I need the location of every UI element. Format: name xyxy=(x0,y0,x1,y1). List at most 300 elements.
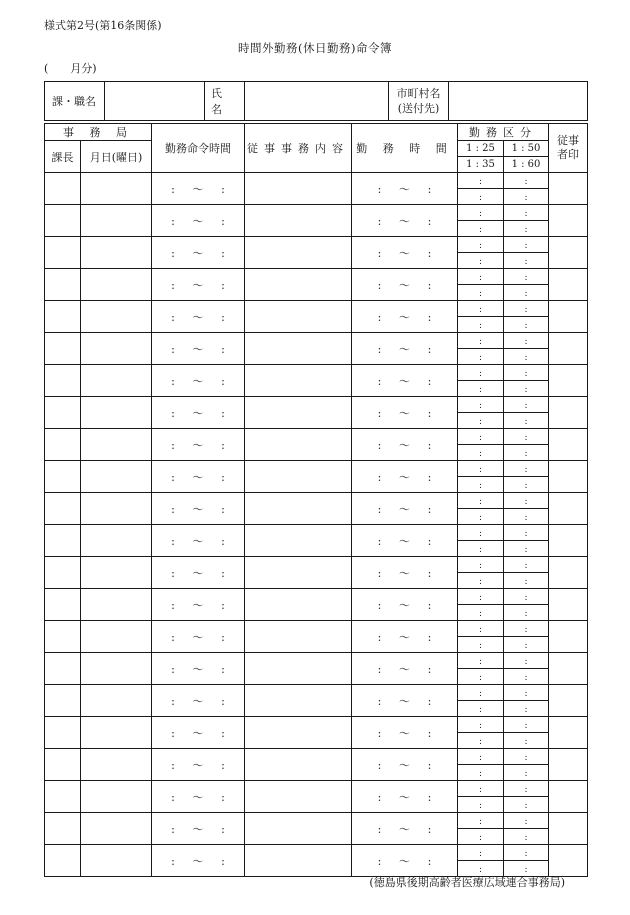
duty-cell[interactable] xyxy=(245,461,352,493)
duty-cell[interactable] xyxy=(245,429,352,461)
order-time-cell[interactable] xyxy=(152,269,245,301)
duty-cell[interactable] xyxy=(245,173,352,205)
order-time-cell[interactable] xyxy=(152,845,245,877)
category-cell[interactable] xyxy=(504,381,549,397)
order-time-cell[interactable] xyxy=(152,525,245,557)
seal-cell[interactable] xyxy=(549,173,588,205)
category-cell[interactable] xyxy=(458,349,504,365)
category-cell[interactable] xyxy=(504,781,549,797)
category-cell[interactable] xyxy=(458,589,504,605)
seal-cell[interactable] xyxy=(549,589,588,621)
chief-cell[interactable] xyxy=(45,525,81,557)
date-cell[interactable] xyxy=(81,717,152,749)
colon-mark: : xyxy=(524,433,528,443)
category-cell[interactable] xyxy=(458,525,504,541)
tilde-mark: 〜 xyxy=(192,406,204,420)
chief-cell[interactable] xyxy=(45,429,81,461)
colon-mark: : xyxy=(478,785,483,795)
category-cell[interactable] xyxy=(458,397,504,413)
tilde-mark: 〜 xyxy=(192,790,204,804)
seal-cell[interactable] xyxy=(549,717,588,749)
category-cell[interactable] xyxy=(504,685,549,701)
duty-cell[interactable] xyxy=(245,237,352,269)
work-time-cell[interactable] xyxy=(352,333,458,365)
colon-mark: : xyxy=(524,689,528,699)
order-time-cell[interactable] xyxy=(152,557,245,589)
colon-mark: : xyxy=(427,758,432,772)
seal-cell[interactable] xyxy=(549,237,588,269)
seal-cell[interactable] xyxy=(549,557,588,589)
date-cell[interactable] xyxy=(81,589,152,621)
colon-mark: : xyxy=(478,193,483,203)
category-cell[interactable] xyxy=(504,461,549,477)
duty-cell[interactable] xyxy=(245,845,352,877)
category-cell[interactable] xyxy=(458,765,504,781)
category-cell[interactable] xyxy=(504,637,549,653)
category-cell[interactable] xyxy=(458,797,504,813)
colon-mark: : xyxy=(524,353,528,363)
date-cell[interactable] xyxy=(81,557,152,589)
order-time-cell[interactable] xyxy=(152,685,245,717)
category-cell[interactable] xyxy=(504,589,549,605)
colon-mark: : xyxy=(478,593,483,603)
colon-mark: : xyxy=(221,662,225,676)
colon-mark: : xyxy=(221,470,225,484)
seal-cell[interactable] xyxy=(549,781,588,813)
category-cell[interactable] xyxy=(458,605,504,621)
chief-cell[interactable] xyxy=(45,589,81,621)
colon-mark: : xyxy=(478,369,483,379)
order-time-cell[interactable] xyxy=(152,781,245,813)
colon-mark: : xyxy=(171,214,175,228)
city-field[interactable] xyxy=(449,82,588,121)
colon-mark: : xyxy=(427,726,432,740)
duty-cell[interactable] xyxy=(245,653,352,685)
category-cell[interactable] xyxy=(458,253,504,269)
colon-mark: : xyxy=(478,353,483,363)
category-cell[interactable] xyxy=(458,189,504,205)
work-time-cell[interactable] xyxy=(352,621,458,653)
chief-cell[interactable] xyxy=(45,461,81,493)
colon-mark: : xyxy=(524,833,528,843)
order-time-cell[interactable] xyxy=(152,653,245,685)
seal-cell[interactable] xyxy=(549,429,588,461)
category-cell[interactable] xyxy=(504,429,549,445)
work-time-cell[interactable] xyxy=(352,365,458,397)
colon-mark: : xyxy=(478,273,483,283)
colon-mark: : xyxy=(524,465,528,475)
category-cell[interactable] xyxy=(504,269,549,285)
colon-mark: : xyxy=(221,502,225,516)
category-cell[interactable] xyxy=(504,397,549,413)
date-cell[interactable] xyxy=(81,845,152,877)
colon-mark: : xyxy=(427,566,432,580)
work-time-cell[interactable] xyxy=(352,269,458,301)
colon-mark: : xyxy=(171,630,175,644)
order-time-cell[interactable] xyxy=(152,397,245,429)
colon-mark: : xyxy=(524,625,528,635)
table-row xyxy=(45,493,588,509)
date-cell[interactable] xyxy=(81,205,152,237)
work-time-cell[interactable] xyxy=(352,493,458,525)
category-cell[interactable] xyxy=(504,173,549,189)
seal-cell[interactable] xyxy=(549,845,588,877)
category-cell[interactable] xyxy=(504,349,549,365)
category-cell[interactable] xyxy=(504,813,549,829)
colon-mark: : xyxy=(171,598,175,612)
colon-mark: : xyxy=(221,566,225,580)
colon-mark: : xyxy=(377,598,382,612)
duty-cell[interactable] xyxy=(245,717,352,749)
work-time-cell[interactable] xyxy=(352,749,458,781)
colon-mark: : xyxy=(524,337,528,347)
tilde-mark: 〜 xyxy=(399,502,410,516)
order-time-cell[interactable] xyxy=(152,813,245,845)
category-cell[interactable] xyxy=(504,701,549,717)
category-cell[interactable] xyxy=(504,717,549,733)
category-cell[interactable] xyxy=(504,829,549,845)
colon-mark: : xyxy=(478,465,483,475)
category-cell[interactable] xyxy=(504,237,549,253)
category-cell[interactable] xyxy=(504,477,549,493)
chief-cell[interactable] xyxy=(45,269,81,301)
seal-cell[interactable] xyxy=(549,301,588,333)
colon-mark: : xyxy=(427,822,432,836)
colon-mark: : xyxy=(377,726,382,740)
order-time-cell[interactable] xyxy=(152,429,245,461)
date-cell[interactable] xyxy=(81,685,152,717)
category-cell[interactable] xyxy=(504,541,549,557)
seal-cell[interactable] xyxy=(549,397,588,429)
category-cell[interactable] xyxy=(504,205,549,221)
category-cell[interactable] xyxy=(504,493,549,509)
colon-mark: : xyxy=(377,214,382,228)
colon-mark: : xyxy=(524,417,528,427)
duty-cell[interactable] xyxy=(245,781,352,813)
work-time-cell[interactable] xyxy=(352,237,458,269)
work-time-cell[interactable] xyxy=(352,845,458,877)
category-cell[interactable] xyxy=(458,621,504,637)
colon-mark: : xyxy=(171,278,175,292)
duty-cell[interactable] xyxy=(245,813,352,845)
duty-cell[interactable] xyxy=(245,557,352,589)
category-cell[interactable] xyxy=(504,733,549,749)
tilde-mark: 〜 xyxy=(399,214,410,228)
category-cell[interactable] xyxy=(504,573,549,589)
chief-cell[interactable] xyxy=(45,557,81,589)
category-cell[interactable] xyxy=(458,829,504,845)
dept-field[interactable] xyxy=(105,82,205,121)
colon-mark: : xyxy=(221,854,225,868)
chief-cell[interactable] xyxy=(45,845,81,877)
category-cell[interactable] xyxy=(458,493,504,509)
colon-mark: : xyxy=(524,673,528,683)
category-cell[interactable] xyxy=(504,557,549,573)
seal-cell[interactable] xyxy=(549,749,588,781)
chief-cell[interactable] xyxy=(45,653,81,685)
colon-mark: : xyxy=(524,529,528,539)
table-row xyxy=(45,525,588,541)
chief-cell[interactable] xyxy=(45,493,81,525)
category-cell[interactable] xyxy=(504,445,549,461)
order-time-cell[interactable] xyxy=(152,717,245,749)
colon-mark: : xyxy=(427,182,432,196)
category-cell[interactable] xyxy=(504,301,549,317)
colon-mark: : xyxy=(221,758,225,772)
category-cell[interactable] xyxy=(458,333,504,349)
table-row xyxy=(45,365,588,381)
colon-mark: : xyxy=(377,534,382,548)
date-cell[interactable] xyxy=(81,429,152,461)
category-cell[interactable] xyxy=(458,173,504,189)
duty-cell[interactable] xyxy=(245,621,352,653)
colon-mark: : xyxy=(171,566,175,580)
work-time-cell[interactable] xyxy=(352,397,458,429)
date-cell[interactable] xyxy=(81,749,152,781)
seal-cell[interactable] xyxy=(549,653,588,685)
duty-cell[interactable] xyxy=(245,301,352,333)
tilde-mark: 〜 xyxy=(399,182,410,196)
work-time-cell[interactable] xyxy=(352,205,458,237)
category-cell[interactable] xyxy=(458,701,504,717)
colon-mark: : xyxy=(524,177,528,187)
date-cell[interactable] xyxy=(81,621,152,653)
work-time-cell[interactable] xyxy=(352,525,458,557)
category-cell[interactable] xyxy=(458,285,504,301)
date-cell[interactable] xyxy=(81,397,152,429)
colon-mark: : xyxy=(478,305,483,315)
chief-cell[interactable] xyxy=(45,685,81,717)
category-cell[interactable] xyxy=(458,749,504,765)
category-cell[interactable] xyxy=(458,301,504,317)
category-cell[interactable] xyxy=(458,237,504,253)
chief-cell[interactable] xyxy=(45,781,81,813)
chief-header: 課長 xyxy=(45,141,81,173)
duty-cell[interactable] xyxy=(245,205,352,237)
colon-mark: : xyxy=(478,657,483,667)
category-cell[interactable] xyxy=(504,317,549,333)
colon-mark: : xyxy=(171,438,175,452)
order-time-cell[interactable] xyxy=(152,173,245,205)
colon-mark: : xyxy=(377,406,382,420)
category-cell[interactable] xyxy=(458,813,504,829)
date-cell[interactable] xyxy=(81,525,152,557)
work-time-cell[interactable] xyxy=(352,653,458,685)
category-cell[interactable] xyxy=(458,445,504,461)
chief-cell[interactable] xyxy=(45,333,81,365)
work-time-cell[interactable] xyxy=(352,717,458,749)
chief-cell[interactable] xyxy=(45,813,81,845)
category-cell[interactable] xyxy=(504,285,549,301)
category-cell[interactable] xyxy=(504,653,549,669)
order-time-cell[interactable] xyxy=(152,749,245,781)
colon-mark: : xyxy=(427,310,432,324)
chief-cell[interactable] xyxy=(45,397,81,429)
category-cell[interactable] xyxy=(458,365,504,381)
category-cell[interactable] xyxy=(458,573,504,589)
chief-cell[interactable] xyxy=(45,205,81,237)
category-cell[interactable] xyxy=(458,781,504,797)
duty-header: 従事事務内容 xyxy=(245,124,352,173)
table-row xyxy=(45,269,588,285)
category-cell[interactable] xyxy=(504,669,549,685)
colon-mark: : xyxy=(478,641,483,651)
date-cell[interactable] xyxy=(81,461,152,493)
chief-cell[interactable] xyxy=(45,237,81,269)
chief-cell[interactable] xyxy=(45,301,81,333)
tilde-mark: 〜 xyxy=(192,630,204,644)
category-cell[interactable] xyxy=(504,509,549,525)
date-cell[interactable] xyxy=(81,173,152,205)
chief-cell[interactable] xyxy=(45,365,81,397)
category-cell[interactable] xyxy=(504,333,549,349)
order-table xyxy=(44,123,588,877)
seal-cell[interactable] xyxy=(549,365,588,397)
colon-mark: : xyxy=(427,854,432,868)
category-cell[interactable] xyxy=(458,221,504,237)
colon-mark: : xyxy=(171,694,175,708)
seal-cell[interactable] xyxy=(549,813,588,845)
colon-mark: : xyxy=(427,374,432,388)
category-cell[interactable] xyxy=(504,605,549,621)
order-time-cell[interactable] xyxy=(152,461,245,493)
work-time-cell[interactable] xyxy=(352,557,458,589)
colon-mark: : xyxy=(478,849,483,859)
colon-mark: : xyxy=(524,225,528,235)
category-cell[interactable] xyxy=(458,733,504,749)
chief-cell[interactable] xyxy=(45,749,81,781)
colon-mark: : xyxy=(171,758,175,772)
category-cell[interactable] xyxy=(504,845,549,861)
seal-cell[interactable] xyxy=(549,461,588,493)
date-cell[interactable] xyxy=(81,237,152,269)
category-cell[interactable] xyxy=(458,317,504,333)
work-time-cell[interactable] xyxy=(352,301,458,333)
date-cell[interactable] xyxy=(81,493,152,525)
category-cell[interactable] xyxy=(458,509,504,525)
category-cell[interactable] xyxy=(458,381,504,397)
category-cell[interactable] xyxy=(504,189,549,205)
chief-cell[interactable] xyxy=(45,717,81,749)
colon-mark: : xyxy=(478,385,483,395)
category-cell[interactable] xyxy=(458,461,504,477)
duty-cell[interactable] xyxy=(245,333,352,365)
colon-mark: : xyxy=(478,417,483,427)
seal-cell[interactable] xyxy=(549,525,588,557)
seal-cell[interactable] xyxy=(549,205,588,237)
page-title: 時間外勤務(休日勤務)命令簿 xyxy=(238,41,392,55)
name-field[interactable] xyxy=(245,82,389,121)
colon-mark: : xyxy=(221,822,225,836)
date-cell[interactable] xyxy=(81,781,152,813)
category-cell[interactable] xyxy=(504,525,549,541)
category-cell[interactable] xyxy=(458,541,504,557)
work-time-cell[interactable] xyxy=(352,461,458,493)
category-cell[interactable] xyxy=(504,413,549,429)
date-cell[interactable] xyxy=(81,269,152,301)
work-time-cell[interactable] xyxy=(352,813,458,845)
duty-cell[interactable] xyxy=(245,397,352,429)
work-time-cell[interactable] xyxy=(352,173,458,205)
table-row xyxy=(45,333,588,349)
category-cell[interactable] xyxy=(458,557,504,573)
date-cell[interactable] xyxy=(81,365,152,397)
duty-cell[interactable] xyxy=(245,749,352,781)
seal-cell[interactable] xyxy=(549,621,588,653)
order-time-cell[interactable] xyxy=(152,237,245,269)
category-cell[interactable] xyxy=(458,845,504,861)
order-time-cell[interactable] xyxy=(152,493,245,525)
order-time-cell[interactable] xyxy=(152,205,245,237)
duty-cell[interactable] xyxy=(245,493,352,525)
duty-cell[interactable] xyxy=(245,685,352,717)
chief-cell[interactable] xyxy=(45,621,81,653)
seal-cell[interactable] xyxy=(549,493,588,525)
colon-mark: : xyxy=(171,726,175,740)
seal-cell[interactable] xyxy=(549,685,588,717)
category-cell[interactable] xyxy=(458,717,504,733)
colon-mark: : xyxy=(478,257,483,267)
category-cell[interactable] xyxy=(458,669,504,685)
category-cell[interactable] xyxy=(504,749,549,765)
category-cell[interactable] xyxy=(504,797,549,813)
category-cell[interactable] xyxy=(504,765,549,781)
category-cell[interactable] xyxy=(458,413,504,429)
colon-mark: : xyxy=(427,438,432,452)
colon-mark: : xyxy=(524,513,528,523)
seal-cell[interactable] xyxy=(549,269,588,301)
date-cell[interactable] xyxy=(81,653,152,685)
order-time-cell[interactable] xyxy=(152,333,245,365)
seal-cell[interactable] xyxy=(549,333,588,365)
work-time-cell[interactable] xyxy=(352,685,458,717)
date-cell[interactable] xyxy=(81,333,152,365)
order-time-cell[interactable] xyxy=(152,589,245,621)
duty-cell[interactable] xyxy=(245,269,352,301)
work-time-cell[interactable] xyxy=(352,589,458,621)
tilde-mark: 〜 xyxy=(192,342,204,356)
category-cell[interactable] xyxy=(504,365,549,381)
category-cell[interactable] xyxy=(458,685,504,701)
colon-mark: : xyxy=(171,342,175,356)
duty-cell[interactable] xyxy=(245,589,352,621)
date-cell[interactable] xyxy=(81,301,152,333)
duty-cell[interactable] xyxy=(245,365,352,397)
category-cell[interactable] xyxy=(458,637,504,653)
order-time-cell[interactable] xyxy=(152,621,245,653)
category-cell[interactable] xyxy=(458,653,504,669)
work-time-cell[interactable] xyxy=(352,781,458,813)
chief-cell[interactable] xyxy=(45,173,81,205)
tilde-mark: 〜 xyxy=(399,310,410,324)
category-cell[interactable] xyxy=(504,221,549,237)
date-cell[interactable] xyxy=(81,813,152,845)
category-cell[interactable] xyxy=(504,253,549,269)
work-time-cell[interactable] xyxy=(352,429,458,461)
tilde-mark: 〜 xyxy=(399,598,410,612)
category-cell[interactable] xyxy=(458,205,504,221)
category-cell[interactable] xyxy=(458,269,504,285)
category-cell[interactable] xyxy=(458,477,504,493)
colon-mark: : xyxy=(171,182,175,196)
order-time-cell[interactable] xyxy=(152,301,245,333)
colon-mark: : xyxy=(171,534,175,548)
order-time-cell[interactable] xyxy=(152,365,245,397)
category-cell[interactable] xyxy=(504,621,549,637)
duty-cell[interactable] xyxy=(245,525,352,557)
category-cell[interactable] xyxy=(458,429,504,445)
tilde-mark: 〜 xyxy=(399,854,410,868)
